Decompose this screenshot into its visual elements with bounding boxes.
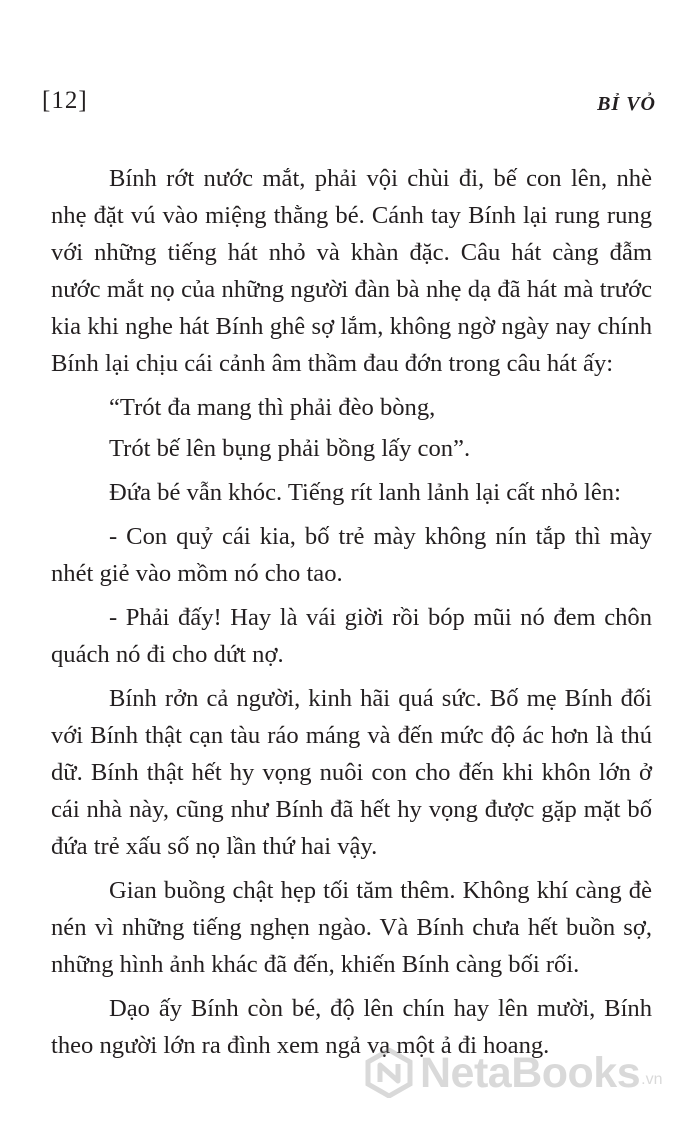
verse-line: Trót bế lên bụng phải bồng lấy con”. (109, 435, 471, 462)
dialogue-line: - Phải đấy! Hay là vái giời rồi bóp mũi nó đem chôn quách nó đi cho dứt nợ. (51, 604, 652, 668)
paragraph: Gian buồng chật hẹp tối tăm thêm. Không khí càng đè nén vì những tiếng nghẹn ngào. Và Bính chưa hết buồn sợ, những hình ảnh khác đã đến, khiến Bính càng bối rối. (51, 877, 652, 978)
body-text (51, 160, 652, 1071)
paragraph: Đứa bé vẫn khóc. Tiếng rít lanh lảnh lại cất nhỏ lên: (109, 479, 621, 506)
watermark-brand: NetaBooks (420, 1048, 641, 1097)
verse-line: “Trót đa mang thì phải đèo bòng, (109, 394, 436, 421)
paragraph: Dạo ấy Bính còn bé, độ lên chín hay lên mười, Bính theo người lớn ra đình xem ngả vạ một ả đi hoang. (51, 995, 652, 1059)
paragraph: Bính rớt nước mắt, phải vội chùi đi, bế con lên, nhè nhẹ đặt vú vào miệng thằng bé. Cánh tay Bính lại rung rung với những tiếng hát nhỏ và khàn đặc. Câu hát càng đẫm nước mắt nọ của những người đàn bà nhẹ dạ đã hát mà trước kia khi nghe hát Bính ghê sợ lắm, không ngờ ngày nay chính Bính lại chịu cái cảnh âm thầm đau đớn trong câu hát ấy: (51, 165, 652, 377)
paragraph: Bính rởn cả người, kinh hãi quá sức. Bố mẹ Bính đối với Bính thật cạn tàu ráo máng và đến mức độ ác hơn là thú dữ. Bính thật hết hy vọng nuôi con cho đến khi khôn lớn ở cái nhà này, cũng như Bính đã hết hy vọng được gặp mặt bố đứa trẻ xấu số nọ lần thứ hai vậy. (51, 685, 652, 860)
dialogue-line: - Con quỷ cái kia, bố trẻ mày không nín tắp thì mày nhét giẻ vào mồm nó cho tao. (51, 523, 652, 587)
watermark-logo (364, 1048, 662, 1098)
running-title: BỈ VỎ (597, 93, 656, 115)
watermark-suffix: .vn (641, 1071, 663, 1088)
netabooks-logo-icon (364, 1048, 414, 1098)
page-number: [12] (42, 87, 88, 114)
